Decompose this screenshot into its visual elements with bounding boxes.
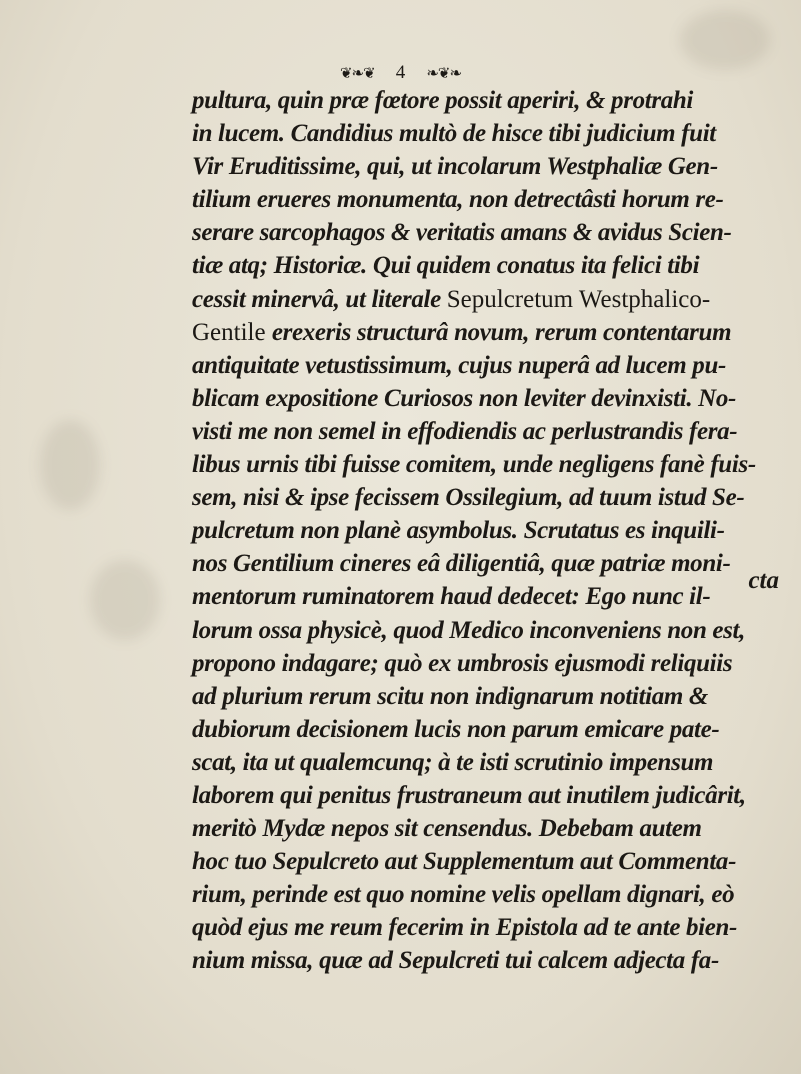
- text-line: [192, 249, 782, 282]
- text-line: [192, 944, 782, 977]
- text-line: [192, 746, 782, 779]
- text-segment: ad plurium rerum scitu non indignarum notitiam &: [192, 682, 709, 710]
- text-segment: erexeris structurâ novum, rerum contentarum: [271, 318, 732, 346]
- text-line: [192, 713, 782, 746]
- text-segment: in lucem. Candidius multò de hisce tibi judicium fuit: [192, 120, 716, 148]
- text-segment: tiæ atq; Historiæ. Qui quidem conatus ita felici tibi: [192, 252, 700, 280]
- text-line: [192, 183, 782, 216]
- text-line: [192, 382, 782, 415]
- text-segment: rium, perinde est quo nomine velis opellam dignari, eò: [192, 881, 735, 909]
- text-segment: scat, ita ut qualemcunq; à te isti scrutinio impensum: [192, 748, 714, 776]
- text-line: [192, 415, 782, 448]
- text-segment: pulcretum non planè asymbolus. Scrutatus es inquili-: [192, 517, 725, 545]
- text-segment: Vir Eruditissime, qui, ut incolarum Westphaliæ Gen-: [192, 153, 718, 181]
- text-line: [192, 316, 782, 349]
- page-header: [0, 62, 801, 84]
- text-segment: nos Gentilium cineres eâ diligentiâ, quæ patriæ moni-: [192, 550, 731, 578]
- text-line: [192, 283, 782, 316]
- text-line: [192, 448, 782, 481]
- text-segment: lorum ossa physicè, quod Medico inconveniens non est,: [192, 616, 746, 644]
- text-segment: libus urnis tibi fuisse comitem, unde negligens fanè fuis-: [192, 451, 756, 479]
- page-stain: [680, 10, 770, 70]
- text-line: [192, 514, 782, 547]
- text-segment: laborem qui penitus frustraneum aut inutilem judicârit,: [192, 781, 746, 809]
- text-segment: pultura, quin præ fœtore possit aperiri, & protrahi: [192, 87, 694, 114]
- text-line: [192, 216, 782, 249]
- text-line: [192, 481, 782, 514]
- text-line: [192, 547, 782, 580]
- text-line: [192, 349, 782, 382]
- text-segment: visti me non semel in effodiendis ac perlustrandis fera-: [192, 417, 738, 445]
- page-number: 4: [395, 62, 406, 83]
- text-segment: sem, nisi & ipse fecissem Ossilegium, ad tuum istud Se-: [192, 484, 745, 512]
- header-ornament-right-icon: ❧❦❧: [426, 64, 462, 82]
- text-segment: propono indagare; quò ex umbrosis ejusmodi reliquiis: [192, 649, 733, 677]
- text-line: [192, 84, 782, 117]
- text-segment: mentorum ruminatorem haud dedecet: Ego nunc il-: [192, 583, 711, 611]
- text-line: [192, 911, 782, 944]
- text-line: [192, 647, 782, 680]
- text-segment: hoc tuo Sepulcreto aut Supplementum aut Commenta-: [192, 848, 737, 876]
- text-line: [192, 779, 782, 812]
- text-line: [192, 812, 782, 845]
- text-line: [192, 878, 782, 911]
- body-text: [192, 84, 782, 978]
- text-segment: antiquitate vetustissimum, cujus nuperâ ad lucem pu-: [192, 351, 726, 379]
- text-line: [192, 614, 782, 647]
- text-line: [192, 680, 782, 713]
- text-segment: cessit minervâ, ut literale: [192, 285, 447, 313]
- text-segment: Sepulcretum Westphalico-: [446, 285, 711, 313]
- text-segment: Gentile: [192, 318, 272, 346]
- page-stain: [90, 560, 160, 640]
- text-line: [192, 117, 782, 150]
- page-stain: [40, 420, 100, 510]
- text-line: [192, 580, 782, 613]
- text-segment: dubiorum decisionem lucis non parum emicare pate-: [192, 715, 720, 743]
- text-segment: serare sarcophagos & veritatis amans & avidus Scien-: [192, 219, 732, 247]
- text-segment: blicam expositione Curiosos non leviter devinxisti. No-: [192, 384, 736, 412]
- text-line: [192, 150, 782, 183]
- text-line: [192, 845, 782, 878]
- text-segment: nium missa, quæ ad Sepulcreti tui calcem adjecta fa-: [192, 947, 719, 975]
- text-segment: quòd ejus me reum fecerim in Epistola ad te ante bien-: [192, 914, 737, 942]
- text-segment: tilium erueres monumenta, non detrectâsti horum re-: [192, 186, 724, 214]
- catchword: cta: [748, 567, 779, 594]
- text-segment: meritò Mydæ nepos sit censendus. Debebam autem: [192, 815, 702, 843]
- header-ornament-left-icon: ❦❧❦: [339, 64, 375, 82]
